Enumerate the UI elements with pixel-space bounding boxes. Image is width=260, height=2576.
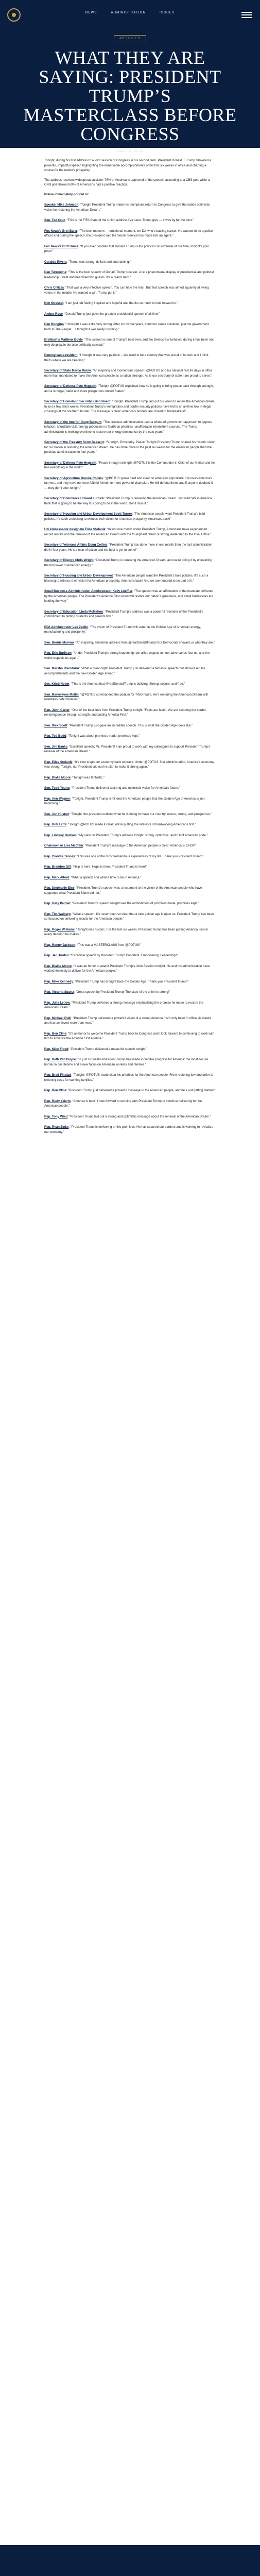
quote-text: : “An inspiring, emotional address from @realDonaldTrump! But Democrats showed us who they are.” bbox=[74, 640, 215, 645]
quote-item bbox=[44, 812, 216, 817]
quote-text: : “The speech was an affirmation of the mandate delivered by the American people. The President’s America First vision will restore our nation’s greatness, and small businesses are leading the way.” bbox=[44, 589, 214, 603]
quote-item bbox=[44, 384, 216, 394]
quote-speaker-link[interactable]: Rep. Victoria Spartz bbox=[44, 990, 74, 994]
quote-speaker-link[interactable]: Geraldo Rivera bbox=[44, 260, 67, 264]
quote-text: : “President Trump just delivered a powerful message to the American people, and he’s just getting started.” bbox=[66, 1089, 216, 1092]
article-category-tag[interactable]: ARTICLES bbox=[114, 35, 146, 42]
quote-item bbox=[44, 558, 216, 568]
quote-item bbox=[44, 1057, 216, 1067]
quote-item bbox=[44, 990, 216, 995]
quote-speaker-link[interactable]: Secretary of the Interior Doug Burgum bbox=[44, 420, 102, 424]
quote-item bbox=[44, 270, 216, 280]
quote-item bbox=[44, 573, 216, 583]
quote-item bbox=[44, 218, 216, 223]
quote-item bbox=[44, 843, 216, 849]
quote-speaker-link[interactable]: Rep. Stephanie Bice bbox=[44, 886, 75, 890]
quote-text: : “Excellent speech, Mr. President! I am proud to work with my colleagues to support President Trump’s renewal of the American Dream.” bbox=[44, 744, 211, 753]
quote-item bbox=[44, 368, 216, 378]
quote-item bbox=[44, 666, 216, 676]
quote-speaker-link[interactable]: Rep. Blaine Moore bbox=[44, 964, 72, 968]
quote-text: : “President Trump delivered a strong message emphasizing the promise he made to restore the American Dream.” bbox=[44, 1001, 203, 1009]
quote-item bbox=[44, 1088, 216, 1093]
quote-item bbox=[44, 1031, 216, 1041]
quote-item bbox=[44, 822, 216, 827]
quote-item bbox=[44, 723, 216, 728]
quote-item bbox=[44, 953, 216, 958]
quote-item bbox=[44, 865, 216, 870]
quote-item bbox=[44, 1073, 216, 1082]
quote-text: : “My view on President Trump’s address tonight: strong, optimistic, and full of American pride.” bbox=[76, 833, 208, 837]
quote-item bbox=[44, 744, 216, 754]
quote-item bbox=[44, 708, 216, 718]
quote-text: : “Help is here. Hope is here. President Trump is here!” bbox=[71, 865, 147, 869]
quote-text: : “The vision of President Trump will usher in the Golden Age of American energy, manufacturing and prosperity.” bbox=[44, 625, 201, 634]
quote-speaker-link[interactable]: Speaker Mike Johnson bbox=[44, 203, 79, 207]
quote-speaker-link[interactable]: Sen. Marsha Blackburn bbox=[44, 667, 79, 670]
quote-text: : “President Trump just gave an incredible speech. This is what the Golden Age looks like.” bbox=[67, 723, 193, 727]
intro-paragraph: The address received widespread acclaim: 76% of Americans approved of the speech, according to a CBS poll, while a CNN poll showed 69% of Americans had a positive reaction. bbox=[44, 178, 210, 187]
quote-text: : “Tonight @POTUS made it clear: We’re putting the interests of hardworking Americans first.” bbox=[66, 823, 196, 826]
quote-text: : “President Trump delivered a powerful vision of a strong America. He’s only been in office six weeks and has achieved more than most.” bbox=[44, 1016, 212, 1025]
quote-text: : “It was an honor to attend President Trump’s Joint Session tonight. He and his administration have worked tirelessly to deliver for the American people.” bbox=[44, 964, 210, 973]
quote-speaker-link[interactable]: Rep. Lindsey Graham bbox=[44, 833, 77, 837]
quote-text: : “Tonight, President Trump reminded the American people that the Golden Age of America is just beginning.” bbox=[44, 796, 205, 805]
quote-text: : “Tonight was about promises made, promises kept.” bbox=[66, 734, 140, 738]
quote-item bbox=[44, 589, 216, 604]
quote-speaker-link[interactable]: Rep. Julia Letlow bbox=[44, 1001, 70, 1005]
quote-speaker-link[interactable]: Secretary of Housing and Urban Development Scott Turner bbox=[44, 512, 132, 516]
quote-speaker-link[interactable]: Rep. Rudy Yakym bbox=[44, 1099, 71, 1103]
main-nav bbox=[0, 11, 260, 14]
quote-text: : “Trump was strong, defiant and entertaining.” bbox=[66, 260, 131, 264]
quote-speaker-link[interactable]: Dan Bongino bbox=[44, 323, 64, 326]
quote-list bbox=[44, 202, 216, 1134]
quote-speaker-link[interactable]: Sen. Jon Husted bbox=[44, 812, 69, 816]
quote-item bbox=[44, 775, 216, 781]
quote-text: : “An inspiring and momentous speech! @POTUS and his national first 43 days in office more than mandated to make the American people as a nation stronger. As is our secretary of state I am proud to serve.” bbox=[44, 369, 213, 378]
quote-speaker-link[interactable]: Rep. Claudia Tenney bbox=[44, 854, 75, 858]
quote-text: : “The previous administration used a whole-of-government approach to oppose inflation, affordable U.S. energy production is fourth on priorities, unaffordable intermittent sources. The Trump administration is working overtime to restore our energy dominance by the next years.” bbox=[44, 420, 212, 434]
quote-item bbox=[44, 496, 216, 506]
quote-item bbox=[44, 734, 216, 739]
quote-text: : “@POTUS spoke hard and clear on American agriculture: He loves America’s farmers, and they have no more faithful friend nor more powerful champion. He will defend them, and if anyone doubted it — they don’t after tonight.” bbox=[44, 476, 213, 490]
quote-speaker-link[interactable]: Secretary of Agriculture Brooke Rollins bbox=[44, 476, 103, 480]
quote-speaker-link[interactable]: Secretary of the Treasury Scott Bessent bbox=[44, 440, 104, 444]
quote-item bbox=[44, 912, 216, 922]
quote-item bbox=[44, 609, 216, 619]
quote-text: : “President Trump delivered a masterful speech tonight.” bbox=[68, 1047, 148, 1051]
quote-speaker-link[interactable]: Sen. Markwayne Mullin bbox=[44, 692, 79, 697]
quote-speaker-link[interactable]: Sen. Ted Cruz bbox=[44, 218, 65, 222]
quote-speaker-link[interactable]: Rep. Gary Palmer bbox=[44, 902, 71, 905]
quote-item bbox=[44, 476, 216, 491]
quote-text: : “Under President Trump’s strong leadership, our allies respect us, our adversaries fear us, and the world respects us again.” bbox=[44, 651, 210, 660]
quote-speaker-link[interactable]: Sen. Jim Banks bbox=[44, 744, 68, 749]
section-heading: Praise immediately poured in: bbox=[44, 192, 89, 196]
quote-text: : “The American people want the President’s bold policies. It’s such a blessing to witness their vision for American prosperity. America’s back! And we are honored to be part of it.” bbox=[44, 574, 209, 583]
quote-item bbox=[44, 312, 216, 317]
quote-text: : “President Trump delivered a strong and optimistic vision for America’s future.” bbox=[70, 786, 180, 790]
quote-text: : “Tonight was historic. For the last six weeks, President Trump has been putting America First in every decision he makes.” bbox=[44, 927, 208, 936]
quote-item bbox=[44, 625, 216, 635]
quote-text: : “President Trump’s message to the American people is clear: America is BACK!” bbox=[83, 844, 196, 848]
site-header bbox=[0, 0, 260, 32]
quote-text: : “Strength. Prosperity. Peace. Tonight President Trump shared his historic vision for our nation in restoring the American dream. He has done more in the past six weeks for the American people than the previous administration in four years.” bbox=[44, 440, 216, 454]
quote-item bbox=[44, 979, 216, 985]
quote-item bbox=[44, 420, 216, 435]
quote-item bbox=[44, 1114, 216, 1120]
quote-speaker-link[interactable]: Rep. Ted Budd bbox=[44, 734, 66, 738]
quote-text: : “President Trump’s address was a powerful reminder of the President’s commitment to putting students and parents first.” bbox=[44, 609, 203, 618]
quote-item bbox=[44, 353, 216, 363]
quote-item bbox=[44, 886, 216, 895]
quote-speaker-link[interactable]: Fox News’s Bret Baier bbox=[44, 229, 78, 233]
quote-speaker-link[interactable]: Rep. Bob Latta bbox=[44, 823, 66, 826]
quote-text: : “Peace through strength. @POTUS is the Commander in Chief of our Nation and he has everything in the world.” bbox=[44, 461, 215, 469]
page-title: WHAT THEY ARE SAYING: PRESIDENT TRUMP’S MASTERCLASS BEFORE CONGRESS bbox=[23, 47, 237, 144]
quote-item bbox=[44, 461, 216, 470]
quote-speaker-link[interactable]: Rep. Blake Moore bbox=[44, 775, 71, 779]
nav-item-administration[interactable]: ADMINISTRATION bbox=[111, 11, 146, 14]
quote-speaker-link[interactable]: Sec. Kristi Noem bbox=[44, 682, 70, 686]
quote-text: : “Tonight @POTUS explained how he is going to bring peace back through strength, and a stronger, safer and more prosperous United States.” bbox=[44, 384, 214, 393]
white-house-seal-icon[interactable] bbox=[7, 8, 21, 22]
quote-item bbox=[44, 229, 216, 239]
quote-text: : “This is the FIFA State of the Union address I’ve seen. Trump give — it was by far the best.” bbox=[65, 218, 194, 222]
quote-text: : “This speech is one of Trump’s best ever, and the Democrats’ behavior during it has been not only despicable but also politically suicidal.” bbox=[44, 338, 214, 347]
quote-text: : “America is back! I look forward to working with President Trump to continue delivering for the American people.” bbox=[44, 1099, 202, 1108]
quote-text: : “I thought it was very patriotic... We used to be a country that was proud of its own and I think that’s where we are heading.” bbox=[44, 353, 209, 362]
quote-item bbox=[44, 651, 216, 660]
quote-speaker-link[interactable]: Fox News’s Britt Hume bbox=[44, 244, 79, 248]
quote-text: : “President Trump’s speech tonight was the embodiment of promises made, promises kept.” bbox=[70, 902, 199, 905]
quote-item bbox=[44, 285, 216, 295]
quote-speaker-link[interactable]: Rep. Michael Rulli bbox=[44, 1016, 72, 1020]
quote-speaker-link[interactable]: Rep. Roger Williams bbox=[44, 927, 75, 931]
quote-text: : “This was one of the most tremendous experiences of my life. Thank you President Trump!” bbox=[75, 854, 203, 858]
quote-item bbox=[44, 322, 216, 332]
quote-text: : “I am just left feeling inspired and hopeful and thanks so much to look forward to.” bbox=[63, 301, 178, 305]
quote-text: : “Tonight was fantastic.” bbox=[71, 775, 105, 779]
nav-item-issues[interactable]: ISSUES bbox=[160, 11, 175, 14]
quote-text: : “One of the best lines from President Trump tonight: ‘Facts are facts’. We are securing the border, restoring peace through strength, and putting America First.” bbox=[44, 708, 207, 717]
quote-text: : “I thought it was extremely strong. After six dismal years, common sense solutions, just the government back to The People… I thought it was really inspiring.” bbox=[44, 323, 209, 331]
quote-text: : “It’s an honor to welcome President Trump back to Congress and I look forward to continuing to work with him to advance the America First agenda.” bbox=[44, 1031, 215, 1040]
site-footer bbox=[0, 2545, 260, 2576]
quote-text: : “In just six weeks President Trump has made incredible progress for America: the most secure border in our lifetime and a new focus on American workers and families.” bbox=[44, 1058, 209, 1066]
quote-speaker-link[interactable]: Pennsylvania resident bbox=[44, 353, 78, 357]
article-body bbox=[0, 148, 260, 1134]
quote-text: : “This was a MASTERCLASS from @POTUS!” bbox=[75, 943, 142, 947]
quote-speaker-link[interactable]: Rep. Ben Cline bbox=[44, 1031, 67, 1036]
quote-item bbox=[44, 1099, 216, 1109]
quote-text: : “President Trump is renewing the American Dream. Just wait! We in America think that is going to be the way it is going to be in the world. Don’t miss it.” bbox=[44, 497, 212, 505]
quote-item bbox=[44, 527, 216, 537]
quote-speaker-link[interactable]: Secretary of Education Linda McMahon bbox=[44, 609, 103, 614]
quote-item bbox=[44, 543, 216, 552]
quote-text: : “What a speech and what a time to be in America.” bbox=[69, 875, 142, 879]
quote-item bbox=[44, 875, 216, 880]
publish-date: March 5, 2025 bbox=[116, 150, 144, 153]
quote-item bbox=[44, 901, 216, 906]
quote-speaker-link[interactable]: Sen. Todd Young bbox=[44, 786, 70, 790]
quote-speaker-link[interactable]: Rep. Brad Finstad bbox=[44, 1073, 72, 1077]
quote-item bbox=[44, 244, 216, 254]
quote-item bbox=[44, 786, 216, 791]
quote-speaker-link[interactable]: Rep. Beth Van Duyne bbox=[44, 1058, 76, 1061]
quote-item bbox=[44, 796, 216, 806]
quote-text: : “Tonight, President Trump laid out his vision to renew the American dream. In just a few short weeks, President Trump’s immigration and border security policies have led to an all-time low in illegal crossings at the southern border. The message is clear: America’s borders are closed to lawbreakers!” bbox=[44, 400, 216, 413]
quote-item bbox=[44, 337, 216, 347]
quote-text: : “The best moment — emotional moment, we DJ, who’s battling cancer. He wanted to be a police officer and during the speech, the president said the Secret Service has made him an agent.” bbox=[44, 229, 213, 238]
quote-item bbox=[44, 1001, 216, 1010]
quote-speaker-link[interactable]: Rep. Jen Jordan bbox=[44, 954, 69, 957]
quote-speaker-link[interactable]: Chairwoman Lisa McClain bbox=[44, 844, 83, 848]
quote-item bbox=[44, 1047, 216, 1052]
quote-speaker-link[interactable]: Sen. Rick Scott bbox=[44, 723, 67, 727]
quote-speaker-link[interactable]: Rep. Mike Kennedy bbox=[44, 979, 73, 984]
quote-speaker-link[interactable]: Rep. Ben Cline bbox=[44, 1089, 67, 1092]
quote-item bbox=[44, 202, 216, 212]
quote-speaker-link[interactable]: Rep. Elise Stefanik bbox=[44, 760, 73, 764]
quote-text: : “What a speech. It’s never been so clear that a new golden age is upon us. President Trump has been so focused on delivering results for the American people.” bbox=[44, 912, 214, 921]
quote-text: : “The American people want President Trump’s bold policies. It’s such a blessing to witness their vision for American prosperity. America’s back!” bbox=[44, 512, 205, 521]
quote-item bbox=[44, 260, 216, 265]
quote-speaker-link[interactable]: Secretary of State Marco Rubio bbox=[44, 369, 91, 372]
quote-item bbox=[44, 1125, 216, 1134]
quote-speaker-link[interactable]: Amber Rose bbox=[44, 312, 63, 316]
quote-speaker-link[interactable]: Rep. Brandon Gill bbox=[44, 865, 71, 869]
quote-speaker-link[interactable]: Rep. John Carter bbox=[44, 708, 70, 712]
quote-text: : “It’s time to get our economy back on track. Under @POTUS’ first administration, America’s economy was strong. Tonight, our President laid out his plan to make it strong again.” bbox=[44, 760, 214, 769]
quote-text: : “Incredible speech by President Trump! Confident. Empowering. Leadership!” bbox=[68, 954, 178, 957]
quote-text: : “President Trump has brought back the Golden Age. Thank you President Trump!” bbox=[73, 979, 188, 984]
quote-text: : “Tonight President Trump made his triumphant return to Congress to give the nation optimistic vision for restoring the American Dream.” bbox=[44, 203, 210, 212]
quote-text: : “This is the best speech of Donald Trump’s career. Just a phenomenal display of presidential and political leadership. Great and heartwarming guests. It’s a grand slam.” bbox=[44, 270, 214, 279]
quote-speaker-link[interactable]: Rep. Eric Burlison bbox=[44, 651, 72, 655]
quote-text: : “President Trump’s speech was a testament to the vision of the American people who have supported what President Biden did not.” bbox=[44, 886, 202, 895]
quote-text: : “President Trump has done more in one month than the last administration did in four years. He’s a man of action and the best is yet to come!” bbox=[44, 543, 213, 552]
quote-item bbox=[44, 512, 216, 521]
quote-speaker-link[interactable]: EPA Administrator Lee Zeldin bbox=[44, 625, 89, 629]
quote-text: : “If you ever doubted that Donald Trump is the political consummate of our time, tonight’s your proof.” bbox=[44, 244, 210, 253]
quote-item bbox=[44, 854, 216, 859]
quote-speaker-link[interactable]: Secretary of Defense Pete Hegseth bbox=[44, 461, 96, 465]
quote-speaker-link[interactable]: Secretary of Veterans Affairs Doug Collins bbox=[44, 543, 108, 547]
quote-speaker-link[interactable]: Rep. Ronny Jackson bbox=[44, 943, 75, 947]
quote-speaker-link[interactable]: Secretary of Commerce Howard Lutnick bbox=[44, 497, 104, 500]
quote-text: : “Tonight, @POTUS made clear his priorities for the American people. From restoring law and order to lowering costs for working families.” bbox=[44, 1073, 214, 1082]
quote-item bbox=[44, 1016, 216, 1026]
quote-item bbox=[44, 927, 216, 937]
quote-speaker-link[interactable]: Sen. Bernie Moreno bbox=[44, 640, 74, 645]
quote-item bbox=[44, 440, 216, 455]
quote-text: : “Tonight, the president outlined what he is doing to make our country secure, strong, and prosperous.” bbox=[68, 812, 212, 816]
quote-speaker-link[interactable]: Rep. Mark Alford bbox=[44, 875, 70, 879]
quote-item bbox=[44, 760, 216, 770]
quote-item bbox=[44, 943, 216, 948]
article-intro bbox=[44, 158, 216, 188]
quote-item bbox=[44, 399, 216, 414]
quote-text: : “This is the America that @realDonaldTrump is building. Strong, secure, and free.” bbox=[69, 682, 185, 686]
quote-speaker-link[interactable]: Breitbart’s Matthew Boyle bbox=[44, 338, 83, 342]
quote-speaker-link[interactable]: Secretary of Housing and Urban Development bbox=[44, 574, 113, 578]
quote-text: : “President Trump laid out a strong and optimistic message about the renewal of the American Dream.” bbox=[67, 1114, 211, 1118]
quote-text: : “@POTUS commanded the podium for TWO hours. He’s restoring the American Dream with relentless determination.” bbox=[44, 692, 209, 701]
quote-speaker-link[interactable]: Dan Turrentine bbox=[44, 270, 66, 274]
quote-item bbox=[44, 640, 216, 646]
intro-paragraph: Tonight, during his first address to a joint session of Congress in his second term, President Donald J. Trump delivered a powerful, impactful speech highlighting the remarkable accomplishments of his first six weeks in office and charting a course for the nation’s prosperity. bbox=[44, 159, 212, 172]
quote-text: : “President Trump is renewing the American Dream, and we’re doing it by unleashing the full power of American energy.” bbox=[44, 558, 213, 567]
quote-speaker-link[interactable]: Kim Strassel bbox=[44, 301, 63, 305]
quote-text: : “President Trump is delivering on his promises. He has secured our borders and is working to revitalize our economy.” bbox=[44, 1125, 213, 1134]
quote-speaker-link[interactable]: Rep. Mike Flood bbox=[44, 1047, 68, 1051]
quote-text: : “Donald Trump just gave the greatest presidential speech of all time!” bbox=[62, 312, 161, 316]
quote-item bbox=[44, 692, 216, 702]
hamburger-menu-icon[interactable] bbox=[241, 10, 252, 19]
quote-speaker-link[interactable]: Secretary of Homeland Security Kristi Noem bbox=[44, 400, 111, 403]
quote-item bbox=[44, 964, 216, 974]
quote-text: : “In just one month under President Trump, Americans have experienced record results and the renewal of the American Dream with the triumphant return of strong leadership to the Oval Office.” bbox=[44, 528, 212, 536]
quote-item bbox=[44, 301, 216, 306]
quote-text: : “Great speech by President Trump! The state of the union is strong!” bbox=[74, 990, 170, 994]
quote-speaker-link[interactable]: Chris Cillizza bbox=[44, 286, 64, 290]
quote-text: : “That was a very effective speech. You can hate the man. But that speech was aimed squarely at swing voters in the middle. He wanted a win. Trump got it.” bbox=[44, 286, 209, 295]
quote-speaker-link[interactable]: Secretary of Defense Pete Hegseth bbox=[44, 384, 96, 388]
quote-item bbox=[44, 682, 216, 687]
quote-item bbox=[44, 833, 216, 838]
quote-speaker-link[interactable]: Rep. Ann Wagner bbox=[44, 796, 71, 801]
nav-item-news[interactable]: NEWS bbox=[85, 11, 97, 14]
quote-speaker-link[interactable]: Rep. Tony Wied bbox=[44, 1114, 68, 1118]
quote-speaker-link[interactable]: Secretary of Energy Chris Wright bbox=[44, 558, 94, 562]
article-hero bbox=[0, 32, 260, 153]
quote-text: : “What a great night! President Trump just delivered a fantastic speech that showcased his accomplishments and the new Golden Age ahead.” bbox=[44, 667, 205, 675]
quote-speaker-link[interactable]: UN Ambassador designate Elise Stefanik bbox=[44, 528, 106, 531]
quote-speaker-link[interactable]: Rep. Ryan Zinke bbox=[44, 1125, 69, 1129]
quote-speaker-link[interactable]: Small Business Administration Administrator Kelly Loeffler bbox=[44, 589, 133, 593]
quote-speaker-link[interactable]: Rep. Tim Walberg bbox=[44, 912, 71, 916]
